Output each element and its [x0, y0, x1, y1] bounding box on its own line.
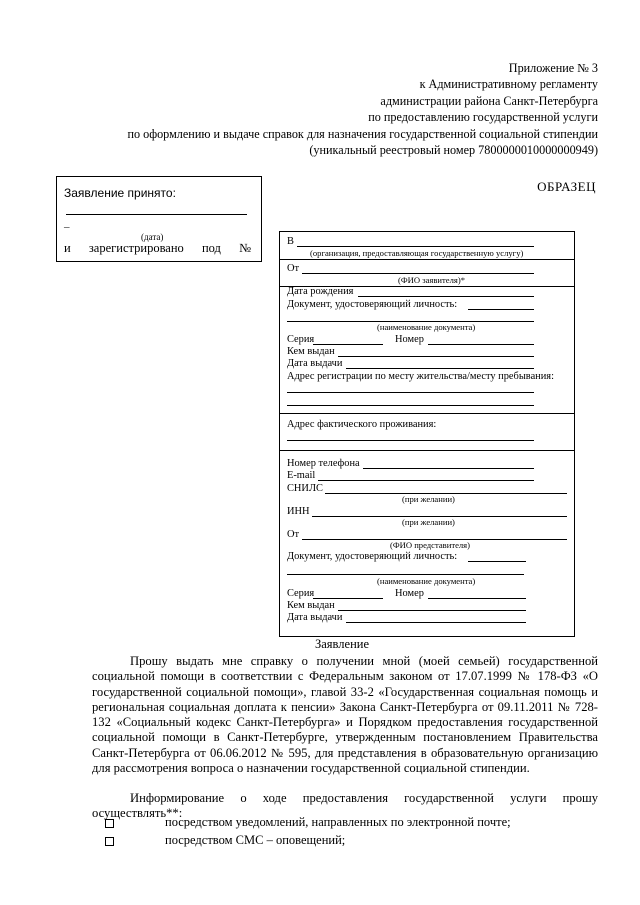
- header-line: по оформлению и выдаче справок для назначения государственной социальной стипендии: [127, 126, 598, 141]
- received-box: [56, 176, 262, 262]
- from-rep-label: От: [287, 529, 300, 540]
- reg-word: зарегистрировано: [88, 241, 184, 255]
- appendix-header: [127, 60, 598, 158]
- actual-address-label: Адрес фактического проживания:: [287, 419, 437, 430]
- inn-label: ИНН: [287, 506, 310, 517]
- reg-word: под: [201, 241, 221, 255]
- email-field[interactable]: [318, 480, 534, 481]
- issue-date2-field[interactable]: [346, 622, 526, 623]
- fio-caption: (ФИО заявителя)*: [398, 275, 466, 285]
- divider: [280, 450, 574, 451]
- to-label: В: [287, 236, 294, 247]
- actual-address-field[interactable]: [287, 440, 534, 441]
- birth-date-field[interactable]: [358, 296, 534, 297]
- issue-date-field[interactable]: [346, 368, 534, 369]
- applicant-form: [279, 231, 575, 637]
- series-label: Серия: [287, 334, 315, 345]
- received-dash: –: [64, 221, 70, 233]
- birth-date-label: Дата рождения: [287, 286, 354, 297]
- reg-word: №: [239, 241, 251, 255]
- statement-body: [92, 654, 598, 776]
- issued-by-label: Кем выдан: [287, 346, 335, 357]
- org-field[interactable]: [297, 246, 534, 247]
- phone-label: Номер телефона: [287, 458, 360, 469]
- issue-date-label: Дата выдачи: [287, 358, 343, 369]
- registered-line: [64, 241, 251, 256]
- fio-field[interactable]: [302, 273, 534, 274]
- divider: [280, 413, 574, 414]
- header-line: к Административному регламенту: [419, 77, 598, 92]
- issued-by2-label: Кем выдан: [287, 600, 335, 611]
- optional-caption: (при желании): [402, 494, 455, 504]
- reg-address-field-2[interactable]: [287, 405, 534, 406]
- id-doc2-label: Документ, удостоверяющий личность:: [287, 551, 458, 562]
- received-title: Заявление принято:: [64, 186, 176, 200]
- reg-address-label: Адрес регистрации по месту жительства/месту пребывания:: [287, 371, 554, 382]
- option-sms[interactable]: [105, 833, 346, 850]
- number-label: Номер: [395, 334, 424, 345]
- number2-label: Номер: [395, 588, 424, 599]
- reg-address-field[interactable]: [287, 392, 534, 393]
- received-line[interactable]: [66, 214, 247, 215]
- series2-label: Серия: [287, 588, 315, 599]
- org-caption: (организация, предоставляющая государственную услугу): [310, 248, 524, 258]
- option-email-label: посредством уведомлений, направленных по электронной почте;: [165, 815, 511, 829]
- checkbox-sms[interactable]: [105, 837, 114, 846]
- id-doc-label: Документ, удостоверяющий личность:: [287, 299, 458, 310]
- notification-paragraph: Информирование о ходе предоставления государственной услуги прошу осуществлять**:: [92, 791, 598, 821]
- option-email[interactable]: [105, 815, 511, 832]
- header-line: (уникальный реестровый номер 7800000010000000949): [309, 143, 598, 158]
- optional-caption: (при желании): [402, 517, 455, 527]
- sample-label: ОБРАЗЕЦ: [537, 179, 596, 194]
- doc-name-caption: (наименование документа): [377, 322, 476, 332]
- rep-caption: (ФИО представителя): [390, 540, 470, 550]
- from-label: От: [287, 263, 300, 274]
- id-doc-field[interactable]: [468, 309, 534, 310]
- issue-date2-label: Дата выдачи: [287, 612, 343, 623]
- statement-paragraph: Прошу выдать мне справку о получении мной (моей семьей) государственной социальной помощи в соответствии с Федеральным законом от 17.07.1999 № 178-ФЗ «О государственной социальной помощи», главой 33-2 «Государственная социальная помощь и региональная социальная доплата к пенсии» Закона Санкт-Петербурга от 09.11.2011 № 728-132 «Социальный кодекс Санкт-Петербурга» и Порядком предоставления государственной социальной помощи в Санкт-Петербурге, утвержденным постановлением Правительства Санкт-Петербурга от 06.06.2012 № 595, для представления в образовательную организацию для рассмотрения вопроса о назначении государственной социальной стипендии.: [92, 654, 598, 776]
- actual-address-row: [287, 418, 567, 431]
- snils-label: СНИЛС: [287, 483, 323, 494]
- header-line: Приложение № 3: [508, 61, 598, 75]
- statement-title: Заявление: [315, 637, 370, 651]
- doc-name-caption-2: (наименование документа): [377, 576, 476, 586]
- id-doc2-field-2[interactable]: [287, 574, 524, 575]
- email-label: E-mail: [287, 470, 316, 481]
- id-doc2-field[interactable]: [468, 561, 526, 562]
- option-sms-label: посредством СМС – оповещений;: [165, 833, 346, 847]
- date-caption: (дата): [141, 232, 164, 242]
- header-line: администрации района Санкт-Петербурга: [380, 93, 598, 108]
- reg-word: и: [64, 241, 71, 255]
- checkbox-email[interactable]: [105, 819, 114, 828]
- header-line: по предоставлению государственной услуги: [368, 110, 598, 125]
- divider: [280, 259, 574, 260]
- reg-address-row: [287, 370, 567, 383]
